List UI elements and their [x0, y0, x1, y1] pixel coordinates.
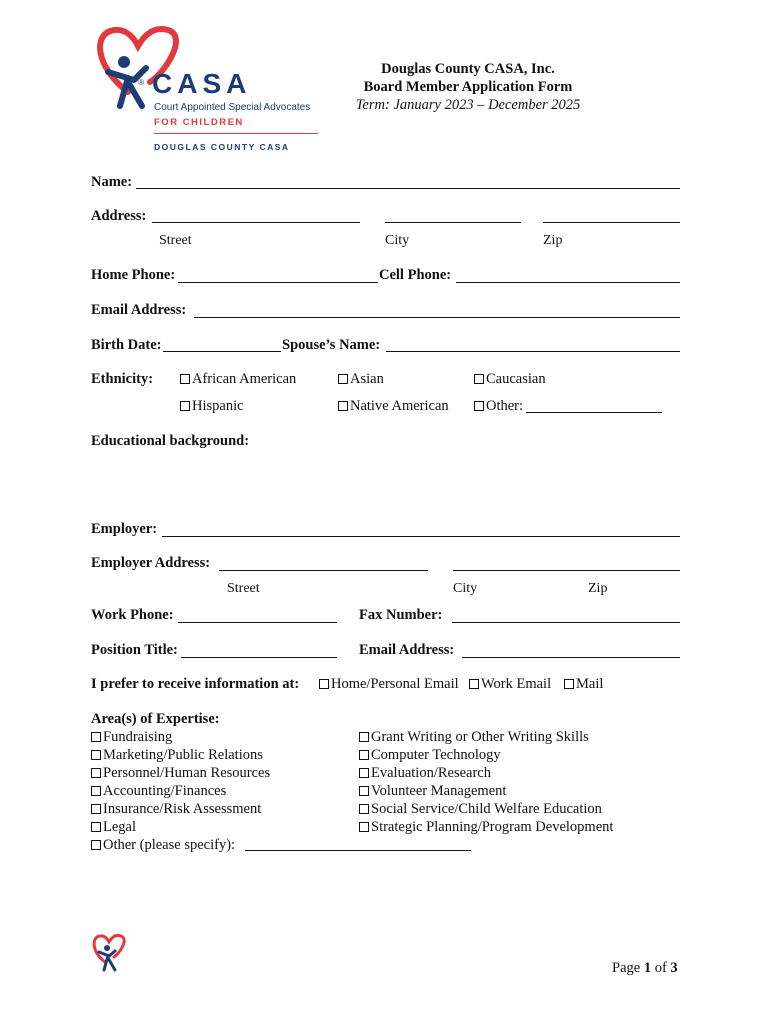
ethnicity-other-field[interactable] [526, 412, 662, 413]
email-label: Email Address: [91, 302, 187, 318]
ethnicity-option-native-american[interactable]: Native American [338, 398, 449, 415]
logo-chapter: DOUGLAS COUNTY CASA [154, 142, 290, 152]
home-phone-label: Home Phone: [91, 267, 176, 283]
work-phone-field[interactable] [178, 622, 337, 623]
checkbox-icon [338, 374, 348, 384]
checkbox-icon [91, 804, 101, 814]
checkbox-icon [338, 401, 348, 411]
education-label: Educational background: [91, 433, 250, 449]
logo-divider [154, 133, 318, 134]
checkbox-icon [91, 750, 101, 760]
expertise-left-2[interactable]: Personnel/Human Resources [91, 764, 270, 782]
form-term: Term: January 2023 – December 2025 [355, 97, 581, 113]
position-field[interactable] [181, 657, 337, 658]
spouse-label: Spouse’s Name: [282, 337, 381, 353]
prefer-option-work-email[interactable]: Work Email [469, 676, 551, 693]
employer-zip-caption: Zip [588, 581, 608, 596]
ethnicity-label: Ethnicity: [91, 371, 154, 387]
street-caption: Street [159, 233, 192, 248]
logo-brand: CASA [152, 68, 252, 99]
address-label: Address: [91, 208, 147, 224]
email-field[interactable] [194, 317, 680, 318]
expertise-other-field[interactable] [245, 850, 471, 851]
expertise-left-1[interactable]: Marketing/Public Relations [91, 746, 263, 764]
ethnicity-option-african-american[interactable]: African American [180, 371, 296, 388]
checkbox-icon [359, 822, 369, 832]
checkbox-icon [91, 786, 101, 796]
zip-field[interactable] [543, 222, 680, 223]
work-phone-label: Work Phone: [91, 607, 174, 623]
prefer-option-home-email[interactable]: Home/Personal Email [319, 676, 459, 693]
form-title: Board Member Application Form [363, 79, 573, 95]
employer-address-label: Employer Address: [91, 555, 211, 571]
expertise-right-1[interactable]: Computer Technology [359, 746, 501, 764]
checkbox-icon [359, 786, 369, 796]
expertise-right-2[interactable]: Evaluation/Research [359, 764, 491, 782]
birth-date-field[interactable] [163, 351, 281, 352]
expertise-left-4[interactable]: Insurance/Risk Assessment [91, 800, 261, 818]
org-name: Douglas County CASA, Inc. [381, 61, 555, 77]
street-field[interactable] [152, 222, 360, 223]
checkbox-icon [91, 732, 101, 742]
zip-caption: Zip [543, 233, 563, 248]
checkbox-icon [359, 750, 369, 760]
ethnicity-option-hispanic[interactable]: Hispanic [180, 398, 244, 415]
checkbox-icon [474, 374, 484, 384]
prefer-option-mail[interactable]: Mail [564, 676, 603, 693]
logo-tagline: Court Appointed Special Advocates [154, 102, 311, 113]
checkbox-icon [91, 768, 101, 778]
checkbox-icon [469, 679, 479, 689]
checkbox-icon [91, 840, 101, 850]
employer-field[interactable] [162, 536, 680, 537]
checkbox-icon [359, 768, 369, 778]
ethnicity-option-caucasian[interactable]: Caucasian [474, 371, 546, 388]
checkbox-icon [180, 401, 190, 411]
fax-label: Fax Number: [359, 607, 443, 623]
employer-street-caption: Street [227, 581, 260, 596]
employer-street-field[interactable] [219, 570, 428, 571]
position-label: Position Title: [91, 642, 178, 658]
work-email-field[interactable] [462, 657, 680, 658]
birth-date-label: Birth Date: [91, 337, 162, 353]
prefer-label: I prefer to receive information at: [91, 676, 300, 692]
form-header [318, 60, 618, 114]
cell-phone-label: Cell Phone: [379, 267, 452, 283]
expertise-right-3[interactable]: Volunteer Management [359, 782, 506, 800]
page-number: Page 1 of 3 [612, 960, 678, 976]
checkbox-icon [359, 804, 369, 814]
expertise-left-6[interactable]: Other (please specify): [91, 836, 235, 854]
name-field[interactable] [136, 188, 680, 189]
city-caption: City [385, 233, 410, 248]
checkbox-icon [564, 679, 574, 689]
checkbox-icon [319, 679, 329, 689]
employer-city-zip-field[interactable] [453, 570, 680, 571]
logo-registered-mark: ® [138, 78, 144, 87]
expertise-right-4[interactable]: Social Service/Child Welfare Education [359, 800, 602, 818]
city-field[interactable] [385, 222, 521, 223]
footer-logo-icon [90, 932, 130, 976]
name-label: Name: [91, 174, 133, 190]
expertise-left-0[interactable]: Fundraising [91, 728, 172, 746]
cell-phone-field[interactable] [456, 282, 680, 283]
checkbox-icon [91, 822, 101, 832]
expertise-right-0[interactable]: Grant Writing or Other Writing Skills [359, 728, 589, 746]
expertise-left-3[interactable]: Accounting/Finances [91, 782, 226, 800]
expertise-right-5[interactable]: Strategic Planning/Program Development [359, 818, 613, 836]
logo-for-children: FOR CHILDREN [154, 117, 244, 128]
employer-label: Employer: [91, 521, 158, 537]
casa-logo [90, 22, 325, 157]
spouse-field[interactable] [386, 351, 680, 352]
expertise-left-5[interactable]: Legal [91, 818, 136, 836]
checkbox-icon [359, 732, 369, 742]
employer-city-caption: City [453, 581, 478, 596]
checkbox-icon [180, 374, 190, 384]
fax-field[interactable] [452, 622, 680, 623]
expertise-heading: Area(s) of Expertise: [91, 711, 220, 727]
work-email-label: Email Address: [359, 642, 455, 658]
home-phone-field[interactable] [178, 282, 378, 283]
checkbox-icon [474, 401, 484, 411]
ethnicity-option-asian[interactable]: Asian [338, 371, 384, 388]
ethnicity-option-other[interactable]: Other: [474, 398, 523, 415]
